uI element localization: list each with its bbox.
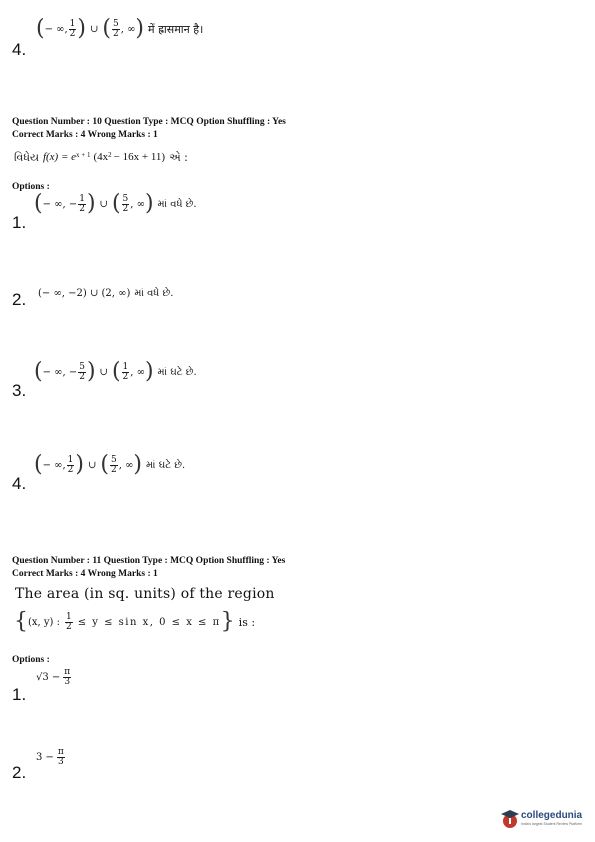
options-label: Options : (12, 182, 50, 192)
options-label: Options : (12, 655, 50, 665)
logo-text: collegedunia (521, 810, 583, 821)
option-expression: ( − ∞, $\frac{1}{2}$ ) ∪ ( $\frac{5}{2}$ , ∞ ) માં ઘટે છે. (34, 452, 186, 477)
option-number: 2. (12, 763, 27, 782)
option-number: 1. (12, 685, 27, 704)
option-expression: (− ∞, −2) ∪ (2, ∞) માં વધે છે. (38, 288, 174, 299)
option-number: 4. (12, 474, 27, 493)
prev-option-expression: ( − ∞, $\frac{1}{2}$ ) ∪ ( $\frac{5}{2}$ , ∞ ) में ह्रासमान है। (36, 16, 204, 41)
question-meta-line1: Question Number : 11 Question Type : MCQ Option Shuffling : Yes (12, 556, 286, 566)
option-expression: 3 − $\frac{\pi}{3}$ (36, 747, 64, 767)
option-expression: ( − ∞, − $\frac{1}{2}$ ) ∪ ( $\frac{5}{2}$ , ∞ ) માં વધે છે. (34, 191, 197, 216)
logo-tagline: India's largest Student Review Platform (521, 822, 582, 826)
fraction: $\frac{5}{2}$ (122, 193, 129, 214)
option-number: 1. (12, 213, 27, 232)
interval-left: − ∞, (44, 23, 68, 35)
option-number: 3. (12, 381, 27, 400)
graduate-cap-icon (500, 808, 520, 830)
fraction: $\frac{1}{2}$ (122, 361, 129, 382)
fraction: $\frac{1}{2}$ (79, 193, 85, 214)
fraction: $\frac{1}{2}$ (67, 454, 74, 475)
prev-option-number: 4. (12, 40, 27, 59)
option-number: 2. (12, 290, 27, 309)
fraction: $\frac{\pi}{3}$ (64, 667, 71, 687)
fraction: $\frac{1}{2}$ (69, 18, 76, 39)
question-stem: The area (in sq. units) of the region (15, 586, 275, 602)
fraction: $\frac{5}{2}$ (112, 18, 119, 39)
question-stem: વિધેય f(x) = e x + 1 (4x 2 − 16x + 11) એ : (14, 151, 188, 164)
interval-right: , ∞ (120, 23, 136, 35)
question-meta (12, 555, 285, 581)
fraction: $\frac{5}{2}$ (110, 454, 117, 475)
question-meta-line1: Question Number : 10 Question Type : MCQ Option Shuffling : Yes (12, 117, 286, 127)
question-meta-line2: Correct Marks : 4 Wrong Marks : 1 (12, 130, 158, 140)
fraction: $\frac{1}{2}$ (66, 611, 72, 632)
collegedunia-logo[interactable] (500, 808, 582, 830)
question-meta-line2: Correct Marks : 4 Wrong Marks : 1 (12, 569, 158, 579)
fraction: $\frac{\pi}{3}$ (57, 747, 64, 767)
question-meta (12, 116, 286, 142)
region-set-expression: { (x, y) : $\frac{1}{2}$ ≤ y ≤ sin x, 0 ≤ x ≤ π } is : (14, 609, 256, 634)
fraction: $\frac{5}{2}$ (79, 361, 85, 382)
option-text: में ह्रासमान है। (148, 22, 204, 36)
union-symbol: ∪ (90, 23, 99, 35)
option-expression: √3 − $\frac{\pi}{3}$ (36, 667, 71, 687)
option-expression: ( − ∞, − $\frac{5}{2}$ ) ∪ ( $\frac{1}{2}$ , ∞ ) માં ઘટે છે. (34, 359, 197, 384)
